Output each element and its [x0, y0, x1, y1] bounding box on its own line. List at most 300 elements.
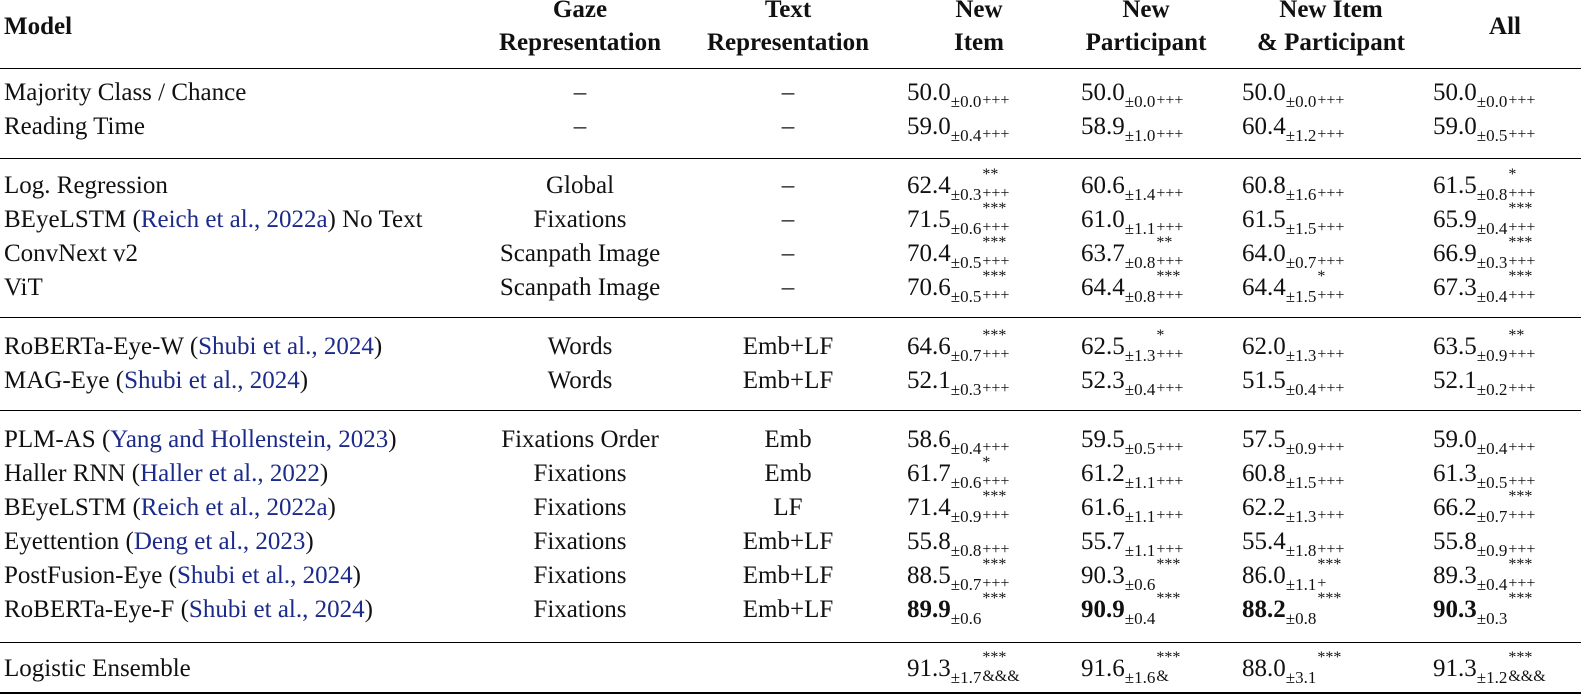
cell-new-item	[907, 200, 1010, 238]
header-all: All	[1489, 13, 1521, 40]
std-dev: ±0.8	[1476, 185, 1508, 204]
table-row	[0, 556, 1581, 594]
std-dev: ±1.1	[1124, 219, 1156, 238]
mean-value: 88.5	[907, 562, 951, 589]
significance-star: ***	[1317, 590, 1342, 607]
cell-model	[4, 169, 168, 203]
significance-marks	[1156, 364, 1183, 398]
std-dev: ±0.8	[1124, 253, 1156, 272]
mean-value: 62.4	[907, 172, 951, 199]
cell-new-participant	[1081, 234, 1184, 272]
cell-new-participant	[1081, 649, 1181, 687]
cell-new-item-participant	[1242, 110, 1344, 144]
cell-all	[1433, 423, 1535, 457]
cell-model: RoBERTa-Eye-F (Shubi et al., 2024)	[4, 596, 373, 623]
significance-plus: +++	[1156, 346, 1184, 363]
cell-text-representation: LF	[773, 494, 803, 521]
mean-value: 50.0	[907, 79, 951, 106]
significance-plus: +	[1317, 575, 1327, 592]
cell-gaze-representation: Global	[545, 172, 615, 199]
std-dev: ±0.7	[950, 346, 982, 365]
cell-new-participant	[1081, 457, 1183, 491]
std-dev: ±0.7	[1476, 507, 1508, 526]
significance-star: ***	[1508, 590, 1533, 607]
std-dev: ±0.4	[950, 439, 982, 458]
table-row	[0, 649, 1581, 687]
std-dev: ±0.6	[950, 473, 982, 492]
cell-gaze-representation: Fixations Order	[501, 426, 659, 453]
cell-new-item-participant	[1242, 237, 1344, 271]
std-dev: ±1.4	[1124, 185, 1156, 204]
table-row	[0, 364, 1581, 398]
model-name: ConvNext v2	[4, 240, 139, 267]
significance-marks	[1317, 237, 1344, 271]
std-dev: ±1.1	[1285, 575, 1317, 594]
mean-value: 60.8	[1242, 460, 1286, 487]
table-rule	[0, 158, 1581, 159]
std-dev: ±1.5	[1285, 287, 1317, 306]
mean-value: 50.0	[1433, 79, 1477, 106]
cell-all	[1433, 525, 1535, 559]
std-dev: ±0.2	[1476, 380, 1508, 399]
std-dev: ±0.0	[950, 92, 982, 111]
significance-plus: +++	[1508, 541, 1536, 558]
significance-star: ***	[982, 488, 1007, 505]
mean-value: 55.8	[907, 528, 951, 555]
significance-plus: +++	[1317, 92, 1345, 109]
significance-marks	[1156, 649, 1181, 686]
significance-marks	[1508, 234, 1536, 271]
mean-value: 63.5	[1433, 333, 1477, 360]
significance-plus: +++	[1508, 346, 1536, 363]
significance-plus: +++	[1156, 92, 1184, 109]
significance-plus: +++	[1317, 439, 1345, 456]
table-row	[0, 200, 1581, 238]
mean-value: 88.0	[1242, 655, 1286, 682]
significance-plus: +++	[1156, 185, 1184, 202]
significance-marks	[1156, 327, 1184, 364]
significance-plus: +++	[1508, 507, 1536, 524]
significance-star: *	[982, 454, 991, 471]
cell-new-item	[907, 488, 1010, 526]
significance-plus: +++	[1317, 507, 1345, 524]
significance-star: ***	[982, 590, 1007, 607]
model-name: ViT	[4, 274, 43, 301]
cell-new-item-participant	[1242, 649, 1342, 687]
table-row	[0, 327, 1581, 365]
mean-value: 66.2	[1433, 494, 1477, 521]
significance-marks	[1156, 268, 1184, 305]
std-dev: ±1.1	[1124, 507, 1156, 526]
cell-text-representation: Emb+LF	[742, 562, 834, 589]
significance-plus: +++	[982, 219, 1010, 236]
model-name: RoBERTa-Eye-F	[4, 596, 175, 623]
significance-star: ***	[982, 234, 1007, 251]
cell-new-item-participant	[1242, 268, 1345, 306]
significance-marks	[1508, 488, 1536, 525]
cell-new-item	[907, 454, 1010, 492]
cell-new-item-participant	[1242, 169, 1344, 203]
significance-marks	[1317, 525, 1344, 559]
cell-all	[1433, 200, 1536, 238]
mean-value: 67.3	[1433, 274, 1477, 301]
significance-plus: +++	[1508, 126, 1536, 143]
significance-plus: +++	[982, 253, 1010, 270]
cell-model	[4, 271, 43, 305]
std-dev: ±0.5	[1476, 473, 1508, 492]
mean-value: 55.4	[1242, 528, 1286, 555]
significance-plus: &&&	[1508, 668, 1546, 685]
cell-new-participant	[1081, 590, 1181, 628]
mean-value: 61.7	[907, 460, 951, 487]
citation-link: Reich et al., 2022a	[140, 206, 328, 233]
significance-marks	[1156, 556, 1181, 593]
significance-plus: +++	[1508, 380, 1536, 397]
mean-value: 70.4	[907, 240, 951, 267]
significance-star: ***	[982, 327, 1007, 344]
model-name: Logistic Ensemble	[4, 655, 191, 682]
cell-new-participant	[1081, 525, 1183, 559]
citation-link: Yang and Hollenstein, 2023	[110, 426, 389, 453]
significance-marks	[982, 454, 1010, 491]
cell-gaze-representation: Fixations	[533, 206, 627, 233]
cell-new-item-participant	[1242, 457, 1344, 491]
table-rule	[0, 68, 1581, 69]
significance-marks	[982, 525, 1009, 559]
significance-marks	[1508, 590, 1533, 627]
cell-all	[1433, 649, 1546, 687]
significance-star: ***	[982, 268, 1007, 285]
cell-gaze-representation: Scanpath Image	[499, 240, 661, 267]
std-dev: ±0.9	[1285, 439, 1317, 458]
significance-plus: +++	[1508, 253, 1536, 270]
significance-marks	[1508, 457, 1535, 491]
std-dev: ±0.5	[950, 287, 982, 306]
significance-marks	[1317, 268, 1345, 305]
significance-plus: +++	[982, 346, 1010, 363]
table-row	[0, 454, 1581, 492]
cell-model	[4, 76, 246, 110]
std-dev: ±1.1	[1124, 473, 1156, 492]
std-dev: ±0.3	[1476, 609, 1508, 628]
std-dev: ±1.6	[1285, 185, 1317, 204]
std-dev: ±1.5	[1285, 219, 1317, 238]
mean-value: 71.4	[907, 494, 951, 521]
std-dev: ±0.3	[1476, 253, 1508, 272]
significance-marks	[1156, 234, 1184, 271]
mean-value: 71.5	[907, 206, 951, 233]
cell-gaze-representation: Fixations	[533, 562, 627, 589]
cell-gaze-representation: Words	[547, 367, 613, 394]
significance-plus: +++	[1156, 507, 1184, 524]
cell-new-item-participant	[1242, 423, 1344, 457]
cell-model: MAG-Eye (Shubi et al., 2024)	[4, 367, 309, 394]
mean-value: 62.5	[1081, 333, 1125, 360]
significance-plus: +++	[1156, 253, 1184, 270]
significance-plus: +++	[1317, 346, 1345, 363]
cell-new-participant	[1081, 268, 1184, 306]
mean-value: 61.6	[1081, 494, 1125, 521]
significance-plus: +++	[1156, 473, 1184, 490]
mean-value: 52.3	[1081, 367, 1125, 394]
std-dev: ±0.8	[1124, 287, 1156, 306]
cell-new-item-participant	[1242, 556, 1342, 594]
mean-value: 59.0	[907, 113, 951, 140]
significance-star: ***	[1317, 649, 1342, 666]
mean-value: 60.8	[1242, 172, 1286, 199]
significance-plus: +++	[1317, 380, 1345, 397]
cell-text-representation: –	[781, 240, 795, 267]
significance-star: ***	[1508, 556, 1533, 573]
mean-value: 61.5	[1433, 172, 1477, 199]
cell-new-participant	[1081, 556, 1181, 594]
cell-all	[1433, 110, 1535, 144]
cell-all	[1433, 488, 1536, 526]
std-dev: ±0.8	[950, 541, 982, 560]
significance-marks	[1508, 525, 1535, 559]
std-dev: ±0.0	[1285, 92, 1317, 111]
table-row	[0, 166, 1581, 204]
significance-plus: +++	[1156, 287, 1184, 304]
std-dev: ±1.6	[1124, 668, 1156, 687]
cell-new-item	[907, 590, 1007, 628]
header-new-item: New Item	[954, 0, 1004, 56]
cell-model: BEyeLSTM (Reich et al., 2022a)	[4, 494, 336, 521]
mean-value: 59.0	[1433, 426, 1477, 453]
significance-star: ***	[1156, 590, 1181, 607]
cell-all	[1433, 327, 1536, 365]
cell-all	[1433, 590, 1533, 628]
significance-star: ***	[1508, 649, 1533, 666]
significance-marks	[1508, 76, 1535, 110]
mean-value: 88.2	[1242, 596, 1286, 623]
significance-plus: +++	[982, 541, 1010, 558]
cell-new-item-participant	[1242, 364, 1344, 398]
cell-all	[1433, 166, 1536, 204]
significance-marks	[1317, 169, 1344, 203]
significance-marks	[982, 590, 1007, 627]
significance-plus: +++	[1317, 126, 1345, 143]
significance-plus: +++	[1156, 219, 1184, 236]
cell-new-item	[907, 649, 1020, 687]
table-row	[0, 525, 1581, 559]
std-dev: ±0.4	[1124, 609, 1156, 628]
std-dev: ±0.6	[950, 609, 982, 628]
std-dev: ±0.6	[950, 219, 982, 238]
model-name: PostFusion-Eye	[4, 562, 163, 589]
table-rule	[0, 642, 1581, 643]
std-dev: ±0.7	[950, 575, 982, 594]
std-dev: ±0.5	[1124, 439, 1156, 458]
significance-marks	[982, 76, 1009, 110]
cell-new-participant	[1081, 491, 1183, 525]
std-dev: ±0.4	[1476, 287, 1508, 306]
cell-new-participant	[1081, 423, 1183, 457]
mean-value: 55.8	[1433, 528, 1477, 555]
std-dev: ±0.0	[1476, 92, 1508, 111]
significance-plus: +++	[1508, 439, 1536, 456]
cell-model: PostFusion-Eye (Shubi et al., 2024)	[4, 562, 361, 589]
significance-marks	[982, 234, 1010, 271]
significance-marks	[982, 556, 1010, 593]
model-name: Haller RNN	[4, 460, 126, 487]
significance-star: *	[1156, 327, 1165, 344]
mean-value: 89.9	[907, 596, 951, 623]
cell-text-representation: Emb+LF	[742, 333, 834, 360]
cell-new-item	[907, 268, 1010, 306]
mean-value: 66.9	[1433, 240, 1477, 267]
model-name: PLM-AS	[4, 426, 96, 453]
cell-text-representation: Emb+LF	[742, 367, 834, 394]
significance-marks	[1156, 525, 1183, 559]
mean-value: 70.6	[907, 274, 951, 301]
significance-plus: +++	[1508, 185, 1536, 202]
model-name: BEyeLSTM	[4, 494, 127, 521]
model-suffix: No Text	[342, 206, 423, 233]
header-text: Text Representation	[706, 0, 870, 56]
significance-plus: &	[1156, 668, 1169, 685]
cell-text-representation: Emb+LF	[742, 528, 834, 555]
significance-star: ***	[982, 649, 1007, 666]
significance-marks	[1508, 327, 1536, 364]
significance-marks	[1317, 457, 1344, 491]
significance-plus: +++	[1508, 92, 1536, 109]
citation-link: Shubi et al., 2024	[176, 562, 353, 589]
std-dev: ±1.2	[1285, 126, 1317, 145]
cell-new-item-participant	[1242, 525, 1344, 559]
mean-value: 91.3	[907, 655, 951, 682]
significance-plus: +++	[1317, 185, 1345, 202]
significance-plus: +++	[982, 185, 1010, 202]
cell-model	[4, 652, 191, 686]
cell-new-participant	[1081, 364, 1183, 398]
mean-value: 64.0	[1242, 240, 1286, 267]
significance-marks	[1317, 423, 1344, 457]
cell-gaze-representation: Scanpath Image	[499, 274, 661, 301]
cell-new-participant	[1081, 327, 1184, 365]
cell-new-item	[907, 234, 1010, 272]
std-dev: ±1.3	[1285, 507, 1317, 526]
mean-value: 61.0	[1081, 206, 1125, 233]
significance-plus: +++	[982, 380, 1010, 397]
mean-value: 89.3	[1433, 562, 1477, 589]
significance-plus: +++	[1317, 219, 1345, 236]
mean-value: 51.5	[1242, 367, 1286, 394]
mean-value: 64.4	[1081, 274, 1125, 301]
significance-marks	[982, 649, 1020, 686]
cell-gaze-representation: Fixations	[533, 528, 627, 555]
table-rule	[0, 317, 1581, 318]
significance-marks	[982, 166, 1010, 203]
significance-marks	[1156, 457, 1183, 491]
significance-marks	[982, 364, 1009, 398]
cell-new-item	[907, 556, 1010, 594]
mean-value: 90.3	[1081, 562, 1125, 589]
cell-new-item	[907, 423, 1009, 457]
mean-value: 58.9	[1081, 113, 1125, 140]
cell-model: BEyeLSTM (Reich et al., 2022a) No Text	[4, 206, 423, 233]
significance-marks	[1317, 649, 1342, 686]
significance-marks	[1156, 590, 1181, 627]
cell-all	[1433, 234, 1536, 272]
significance-plus: +++	[1317, 473, 1345, 490]
cell-new-item-participant	[1242, 590, 1342, 628]
citation-link: Reich et al., 2022a	[140, 494, 328, 521]
cell-all	[1433, 268, 1536, 306]
significance-marks	[982, 200, 1010, 237]
cell-model: Eyettention (Deng et al., 2023)	[4, 528, 314, 555]
std-dev: ±1.2	[1476, 668, 1508, 687]
std-dev: ±0.9	[1476, 346, 1508, 365]
model-name: Reading Time	[4, 113, 145, 140]
cell-model	[4, 237, 138, 271]
mean-value: 90.9	[1081, 596, 1125, 623]
std-dev: ±0.7	[1285, 253, 1317, 272]
significance-plus: +++	[982, 575, 1010, 592]
cell-new-item	[907, 327, 1010, 365]
std-dev: ±1.3	[1285, 346, 1317, 365]
significance-plus: +++	[1317, 287, 1345, 304]
significance-star: *	[1508, 166, 1517, 183]
mean-value: 57.5	[1242, 426, 1286, 453]
significance-star: *	[1317, 268, 1326, 285]
significance-star: ***	[982, 200, 1007, 217]
model-name: RoBERTa-Eye-W	[4, 333, 184, 360]
std-dev: ±3.1	[1285, 668, 1317, 687]
citation-link: Deng et al., 2023	[133, 528, 306, 555]
header-new-participant: New Participant	[1085, 0, 1207, 56]
citation-link: Shubi et al., 2024	[198, 333, 374, 360]
significance-marks	[1317, 203, 1344, 237]
cell-new-item-participant	[1242, 203, 1344, 237]
mean-value: 61.2	[1081, 460, 1125, 487]
mean-value: 65.9	[1433, 206, 1477, 233]
significance-marks	[1156, 76, 1183, 110]
significance-star: ***	[1508, 200, 1533, 217]
cell-gaze-representation: –	[573, 79, 587, 106]
cell-text-representation: Emb	[764, 426, 812, 453]
mean-value: 91.6	[1081, 655, 1125, 682]
cell-new-item	[907, 110, 1009, 144]
significance-marks	[1508, 556, 1536, 593]
std-dev: ±0.9	[1476, 541, 1508, 560]
std-dev: ±0.4	[1476, 439, 1508, 458]
cell-new-item	[907, 525, 1009, 559]
significance-marks	[1156, 169, 1183, 203]
mean-value: 59.0	[1433, 113, 1477, 140]
mean-value: 61.5	[1242, 206, 1286, 233]
cell-new-participant	[1081, 76, 1183, 110]
mean-value: 62.2	[1242, 494, 1286, 521]
mean-value: 63.7	[1081, 240, 1125, 267]
cell-all	[1433, 364, 1535, 398]
significance-plus: +++	[982, 507, 1010, 524]
cell-new-item-participant	[1242, 76, 1344, 110]
mean-value: 86.0	[1242, 562, 1286, 589]
significance-marks	[1508, 364, 1535, 398]
table-rule	[0, 692, 1581, 694]
significance-marks	[1156, 203, 1183, 237]
significance-marks	[1317, 364, 1344, 398]
header-model: Model	[4, 13, 73, 40]
significance-marks	[1508, 166, 1536, 203]
mean-value: 52.1	[1433, 367, 1477, 394]
cell-text-representation: –	[781, 79, 795, 106]
cell-all	[1433, 556, 1536, 594]
std-dev: ±0.3	[950, 380, 982, 399]
significance-plus: +++	[1317, 253, 1345, 270]
table-row	[0, 268, 1581, 306]
